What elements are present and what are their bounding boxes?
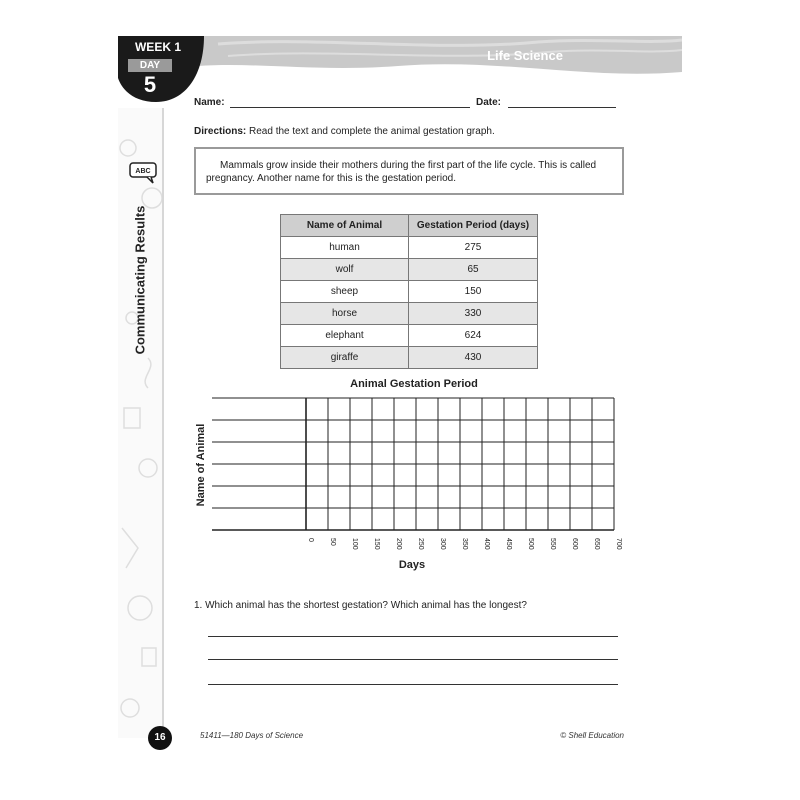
x-tick-label: 0 — [307, 538, 314, 542]
directions-label: Directions: — [194, 126, 247, 137]
x-tick-label: 50 — [329, 538, 336, 546]
days-cell: 150 — [409, 281, 538, 303]
days-cell: 430 — [409, 347, 538, 369]
footer-copyright: © Shell Education — [560, 731, 624, 740]
days-cell: 330 — [409, 303, 538, 325]
days-cell: 275 — [409, 237, 538, 259]
name-field[interactable] — [230, 107, 470, 108]
date-label: Date: — [476, 97, 502, 108]
x-tick-label: 150 — [373, 538, 380, 550]
name-label: Name: — [194, 97, 225, 108]
x-axis-label: Days — [398, 559, 426, 571]
animal-cell: wolf — [281, 259, 409, 281]
x-tick-label: 350 — [461, 538, 468, 550]
answer-line-2[interactable] — [208, 659, 618, 660]
speech-bubble-abc-icon — [129, 162, 159, 184]
table-row — [281, 303, 538, 325]
x-tick-label: 200 — [395, 538, 402, 550]
x-tick-label: 500 — [527, 538, 534, 550]
week-label: WEEK 1 — [134, 40, 181, 54]
passage-text: Mammals grow inside their mothers during the first part of the life cycle. This is called pregnancy. Another name for this is the gestation period. — [206, 160, 597, 184]
table-row — [281, 259, 538, 281]
gestation-table — [280, 214, 538, 369]
answer-line-3[interactable] — [208, 684, 618, 685]
animal-cell: sheep — [281, 281, 409, 303]
answer-line-1[interactable] — [208, 636, 618, 637]
x-tick-label: 650 — [593, 538, 600, 550]
x-tick-label: 400 — [483, 538, 490, 550]
table-row — [281, 237, 538, 259]
x-tick-label: 700 — [615, 538, 622, 550]
name-date-row — [194, 95, 618, 111]
table-header-row — [281, 215, 538, 237]
table-row — [281, 281, 538, 303]
animal-cell: human — [281, 237, 409, 259]
table-row — [281, 325, 538, 347]
page-number: 16 — [148, 726, 172, 750]
question-1: 1. Which animal has the shortest gestation? Which animal has the longest? — [194, 600, 527, 611]
day-number: 5 — [143, 72, 157, 97]
days-cell: 65 — [409, 259, 538, 281]
date-field[interactable] — [508, 107, 616, 108]
passage-box — [194, 147, 624, 195]
directions — [194, 126, 495, 137]
svg-text:ABC: ABC — [135, 168, 151, 175]
animal-cell: giraffe — [281, 347, 409, 369]
x-tick-label: 250 — [417, 538, 424, 550]
day-label: DAY — [128, 59, 172, 72]
directions-text: Read the text and complete the animal gestation graph. — [246, 126, 495, 137]
column-header-animal: Name of Animal — [281, 215, 409, 237]
x-tick-label: 450 — [505, 538, 512, 550]
x-tick-label: 600 — [571, 538, 578, 550]
x-tick-label: 300 — [439, 538, 446, 550]
footer-book-title: 51411—180 Days of Science — [200, 731, 304, 740]
gestation-graph-grid[interactable] — [190, 392, 630, 557]
days-cell: 624 — [409, 325, 538, 347]
x-tick-label: 100 — [351, 538, 358, 550]
animal-cell: horse — [281, 303, 409, 325]
x-tick-label: 550 — [549, 538, 556, 550]
column-header-gestation: Gestation Period (days) — [409, 215, 538, 237]
sidebar-strip — [118, 108, 164, 738]
table-row — [281, 347, 538, 369]
animal-cell: elephant — [281, 325, 409, 347]
graph-title: Animal Gestation Period — [350, 378, 478, 390]
subject-title: Life Science — [487, 48, 563, 63]
doodle-pattern — [118, 108, 164, 738]
